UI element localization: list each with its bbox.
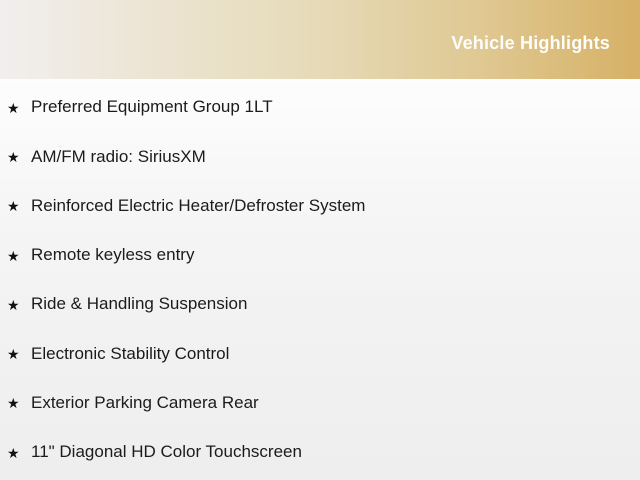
list-item bbox=[0, 182, 640, 231]
highlights-body bbox=[0, 79, 640, 480]
list-item bbox=[0, 132, 640, 181]
list-item bbox=[0, 280, 640, 329]
list-item bbox=[0, 83, 640, 132]
highlights-header bbox=[0, 0, 640, 79]
page-title: Vehicle Highlights bbox=[451, 33, 610, 53]
star-icon: ★ bbox=[7, 296, 20, 313]
feature-label: AM/FM radio: SiriusXM bbox=[31, 146, 206, 166]
feature-label: Preferred Equipment Group 1LT bbox=[31, 97, 273, 117]
star-icon: ★ bbox=[7, 395, 20, 412]
list-item bbox=[0, 379, 640, 428]
star-icon: ★ bbox=[7, 346, 20, 363]
star-icon: ★ bbox=[7, 444, 20, 461]
feature-label: Reinforced Electric Heater/Defroster System bbox=[31, 195, 366, 215]
feature-label: 11" Diagonal HD Color Touchscreen bbox=[31, 442, 302, 462]
star-icon: ★ bbox=[7, 99, 20, 116]
star-icon: ★ bbox=[7, 198, 20, 215]
feature-label: Exterior Parking Camera Rear bbox=[31, 393, 259, 413]
star-icon: ★ bbox=[7, 247, 20, 264]
list-item bbox=[0, 428, 640, 477]
feature-label: Ride & Handling Suspension bbox=[31, 294, 248, 314]
list-item bbox=[0, 231, 640, 280]
feature-label: Remote keyless entry bbox=[31, 245, 195, 265]
feature-label: Electronic Stability Control bbox=[31, 343, 230, 363]
star-icon: ★ bbox=[7, 148, 20, 165]
list-item bbox=[0, 329, 640, 378]
feature-list bbox=[0, 83, 640, 477]
